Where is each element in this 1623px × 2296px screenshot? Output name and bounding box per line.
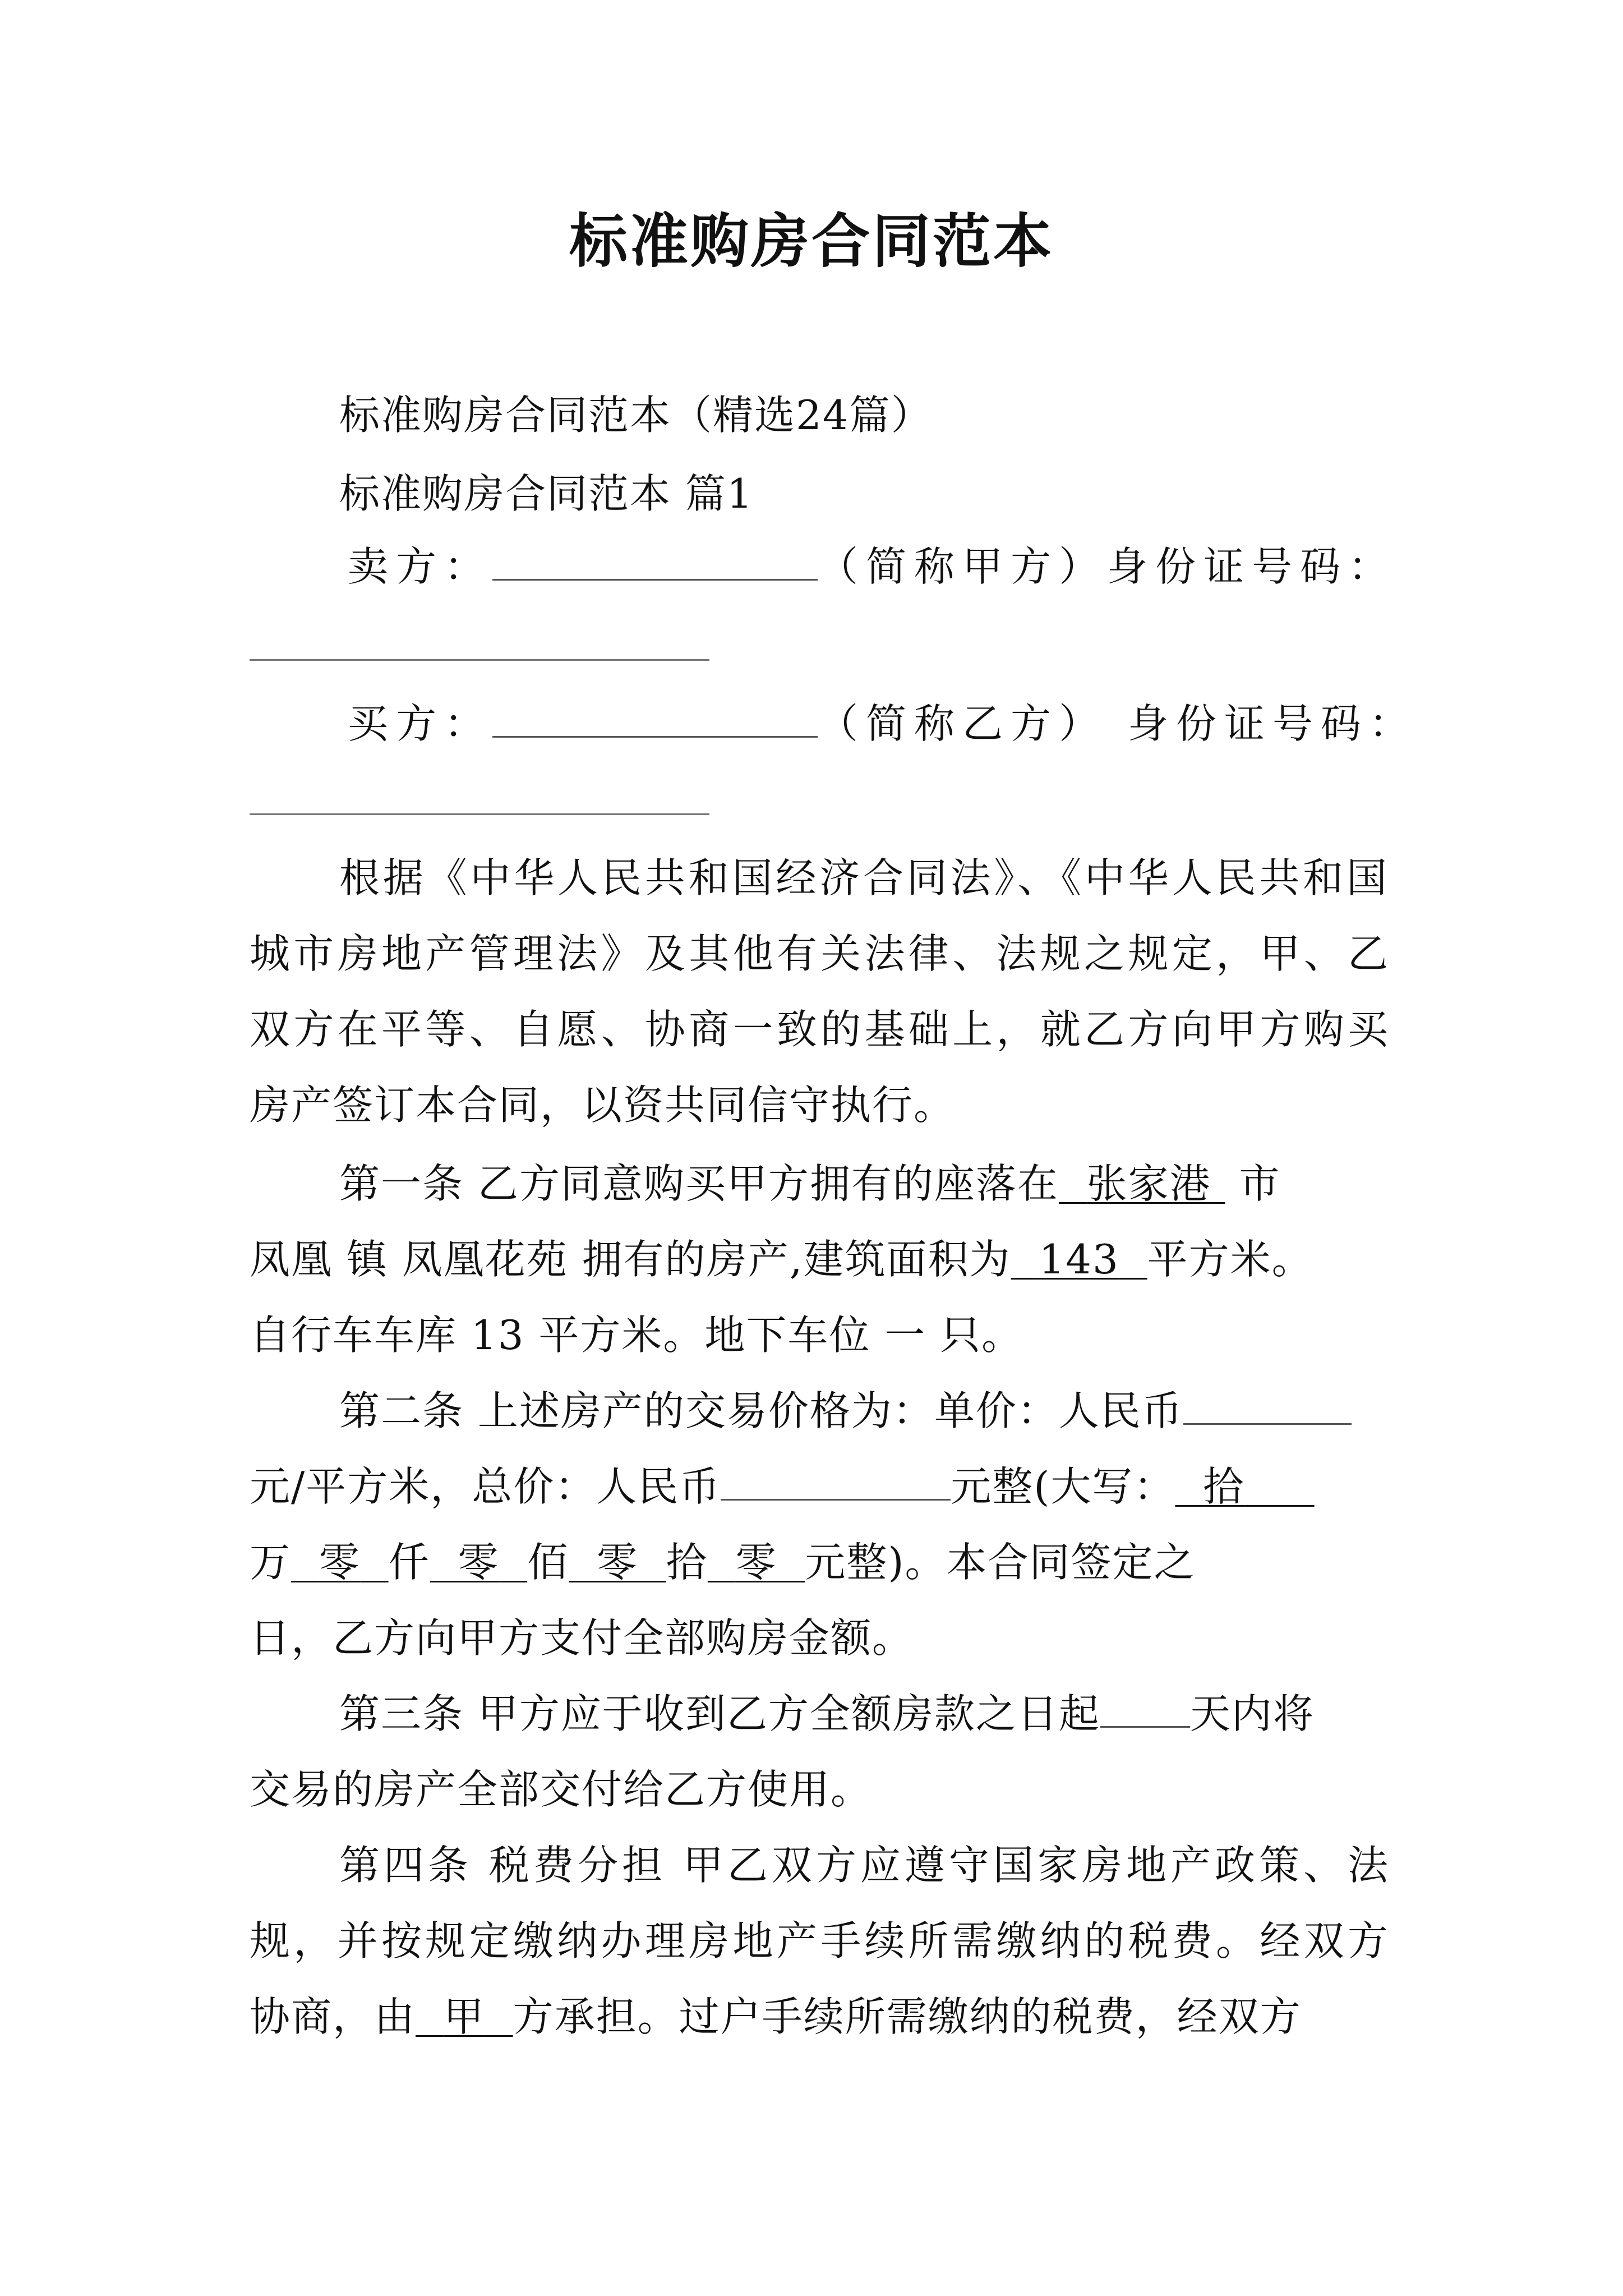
preamble-line-1: 根据《中华人民共和国经济合同法》、《中华人民共和国 <box>339 854 1388 901</box>
article-1-city-value: 张家港 <box>1086 1160 1211 1207</box>
capital-amount-label: 元整(大写： <box>951 1463 1175 1510</box>
article-2-line-2 <box>250 1458 1315 1515</box>
bai-label: 佰 <box>527 1539 569 1586</box>
preamble-line-3: 双方在平等、自愿、协商一致的基础上，就乙方向甲方购买 <box>250 1006 1388 1053</box>
yuan-value: 零 <box>735 1539 777 1586</box>
article-4-line-2: 规，并按规定缴纳办理房地产手续所需缴纳的税费。经双方 <box>250 1917 1388 1964</box>
document-subtitle: 标准购房合同范本（精选24篇） <box>339 392 933 439</box>
seller-name-blank <box>492 540 818 581</box>
seller-suffix: （简称甲方）身份证号码： <box>818 543 1397 590</box>
total-price-label: 元/平方米，总价：人民币 <box>250 1463 721 1510</box>
tax-party-field <box>416 1993 513 2040</box>
article-2-line-3 <box>250 1534 1195 1590</box>
article-2-line-1 <box>339 1383 1352 1439</box>
article-2-line-4: 日，乙方向甲方支付全部购房金额。 <box>250 1614 914 1662</box>
shi-value: 零 <box>596 1539 638 1586</box>
article-1-area <box>1011 1236 1147 1283</box>
article-2-text: 第二条 上述房产的交易价格为：单价：人民币 <box>339 1387 1183 1434</box>
article-1-area-unit: 平方米。 <box>1147 1236 1313 1283</box>
qian-value: 零 <box>319 1539 361 1586</box>
seller-line <box>348 539 1396 595</box>
buyer-line <box>348 696 1417 752</box>
article-2-line-3-end: 元整)。本合同签定之 <box>805 1539 1196 1586</box>
preamble-line-4: 房产签订本合同，以资共同信守执行。 <box>250 1082 956 1129</box>
buyer-label: 买方： <box>348 700 493 747</box>
article-4-line-1: 第四条 税费分担 甲乙双方应遵守国家房地产政策、法 <box>339 1842 1388 1889</box>
preamble-line-2: 城市房地产管理法》及其他有关法律、法规之规定，甲、乙 <box>250 930 1388 977</box>
bai-value: 零 <box>458 1539 500 1586</box>
shi-wan-field <box>1175 1463 1314 1510</box>
article-1-line-3: 自行车车库 13 平方米。地下车位 一 只。 <box>250 1312 1023 1359</box>
article-4-line-3 <box>250 1989 1302 2045</box>
article-1-area-label: 凤凰 镇 凤凰花苑 拥有的房产,建筑面积为 <box>250 1236 1011 1283</box>
article-4-text: 协商，由 <box>250 1993 416 2040</box>
section-heading: 标准购房合同范本 篇1 <box>339 470 754 517</box>
unit-price-blank <box>1183 1384 1352 1425</box>
qian-field <box>291 1539 389 1586</box>
shi-field <box>569 1539 666 1586</box>
buyer-suffix: （简称乙方） 身份证号码： <box>818 700 1417 747</box>
shi-wan-value: 拾 <box>1203 1463 1245 1510</box>
article-3-line-2: 交易的房产全部交付给乙方使用。 <box>250 1766 873 1813</box>
article-1-area-value: 143 <box>1039 1236 1119 1283</box>
article-3-days-suffix: 天内将 <box>1189 1690 1315 1737</box>
buyer-name-blank <box>492 697 818 738</box>
bai-field <box>430 1539 528 1586</box>
qian-label: 仟 <box>388 1539 430 1586</box>
tax-party-value: 甲 <box>443 1993 485 2040</box>
article-4-line-3-end: 方承担。过户手续所需缴纳的税费，经双方 <box>513 1993 1302 2040</box>
article-3-line-1 <box>339 1686 1315 1742</box>
article-1-line-1 <box>339 1156 1280 1212</box>
article-1-city <box>1059 1160 1225 1207</box>
seller-label: 卖方： <box>348 543 493 590</box>
buyer-id-blank <box>250 813 709 815</box>
article-3-text: 第三条 甲方应于收到乙方全额房款之日起 <box>339 1690 1100 1737</box>
yuan-field <box>708 1539 805 1586</box>
article-1-text: 第一条 乙方同意购买甲方拥有的座落在 <box>339 1160 1059 1207</box>
document-title: 标准购房合同范本 <box>569 206 1054 275</box>
delivery-days-blank <box>1100 1687 1190 1728</box>
article-1-line-2 <box>250 1231 1313 1287</box>
wan-label: 万 <box>250 1539 292 1586</box>
shi-label: 拾 <box>666 1539 708 1586</box>
seller-id-blank <box>250 659 709 661</box>
total-price-blank <box>721 1460 951 1501</box>
article-1-city-suffix: 市 <box>1225 1160 1281 1207</box>
